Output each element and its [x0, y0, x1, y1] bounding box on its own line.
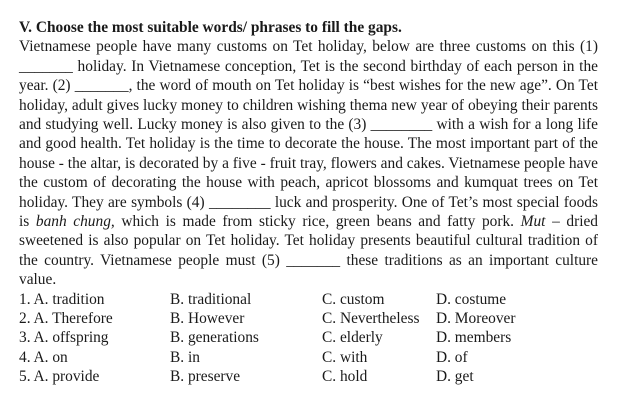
- option-d: D. get: [436, 368, 474, 386]
- passage-text: [19, 37, 598, 289]
- passage-segment: which is made from sticky rice, green beans and fatty pork.: [121, 213, 515, 231]
- question-row-1: [19, 290, 598, 309]
- gap-5-blank: _______: [286, 251, 341, 269]
- question-row-2: [19, 309, 598, 328]
- passage-segment: – dried sweetened is also popular on Tet holiday. Tet holiday presents beautiful cultural tradition of the country. Vietnamese people must (5): [19, 213, 598, 269]
- option-d: D. costume: [436, 290, 507, 308]
- option-c: C. custom: [322, 290, 385, 308]
- gap-2-blank: _______: [74, 77, 129, 95]
- passage-line-intro: Vietnamese people have many customs on Tet holiday, below are three customs on this: [19, 38, 575, 56]
- option-c: C. hold: [322, 368, 368, 386]
- gap-4-blank: ________: [208, 193, 271, 211]
- option-c: C. with: [322, 348, 368, 366]
- passage-segment: , the word of mouth on Tet holiday is “best wishes for the new age”. On Tet holiday, adult gives lucky money to children wishing thema new year of obeying their parents and studying well. Lucky money is also given to the (3): [19, 77, 598, 134]
- option-b: B. preserve: [170, 368, 241, 386]
- option-b: B. generations: [170, 329, 259, 347]
- passage-segment: holiday. In Vietnamese conception, Tet is the second birthday of each: [77, 57, 513, 75]
- gap-1-blank: _______: [19, 57, 73, 75]
- passage-segment: luck and prosperity. One of Tet’s most special foods is: [19, 193, 598, 231]
- option-b: B. traditional: [170, 290, 252, 308]
- passage-segment: person in the year. (2): [19, 57, 598, 95]
- option-a: 3. A. offspring: [19, 329, 109, 347]
- food-name-mut: Mut: [520, 213, 546, 231]
- option-a: 5. A. provide: [19, 368, 100, 386]
- option-d: D. members: [436, 329, 512, 347]
- option-c: C. elderly: [322, 329, 383, 347]
- answer-options: [19, 290, 598, 387]
- option-b: B. in: [170, 348, 200, 366]
- question-row-4: [19, 348, 598, 367]
- option-d: D. Moreover: [436, 310, 516, 328]
- option-a: 4. A. on: [19, 348, 68, 366]
- option-a: 2. A. Therefore: [19, 310, 113, 328]
- exercise-heading: V. Choose the most suitable words/ phrases to fill the gaps.: [19, 19, 402, 36]
- question-row-3: [19, 328, 598, 347]
- option-b: B. However: [170, 310, 245, 328]
- option-c: C. Nevertheless: [322, 310, 420, 328]
- passage-segment: with a wish for a long life and good health. Tet holiday is the time to decorate the house. The most important part of the house - the altar, is decorated by a five - fruit tray, flowers and cakes. Vietnamese people have the custom of decorating the house with peach, apricot blossoms and kumquat trees on Tet holiday. They are symbols (4): [19, 116, 598, 211]
- passage-segment: these traditions as an important culture value.: [19, 251, 598, 289]
- option-a: 1. A. tradition: [19, 290, 105, 308]
- option-d: D. of: [436, 348, 468, 366]
- gap-number-1: (1): [580, 38, 598, 56]
- gap-3-blank: ________: [370, 116, 433, 134]
- question-row-5: [19, 367, 598, 386]
- food-name-banh-chung: banh chung,: [35, 213, 115, 231]
